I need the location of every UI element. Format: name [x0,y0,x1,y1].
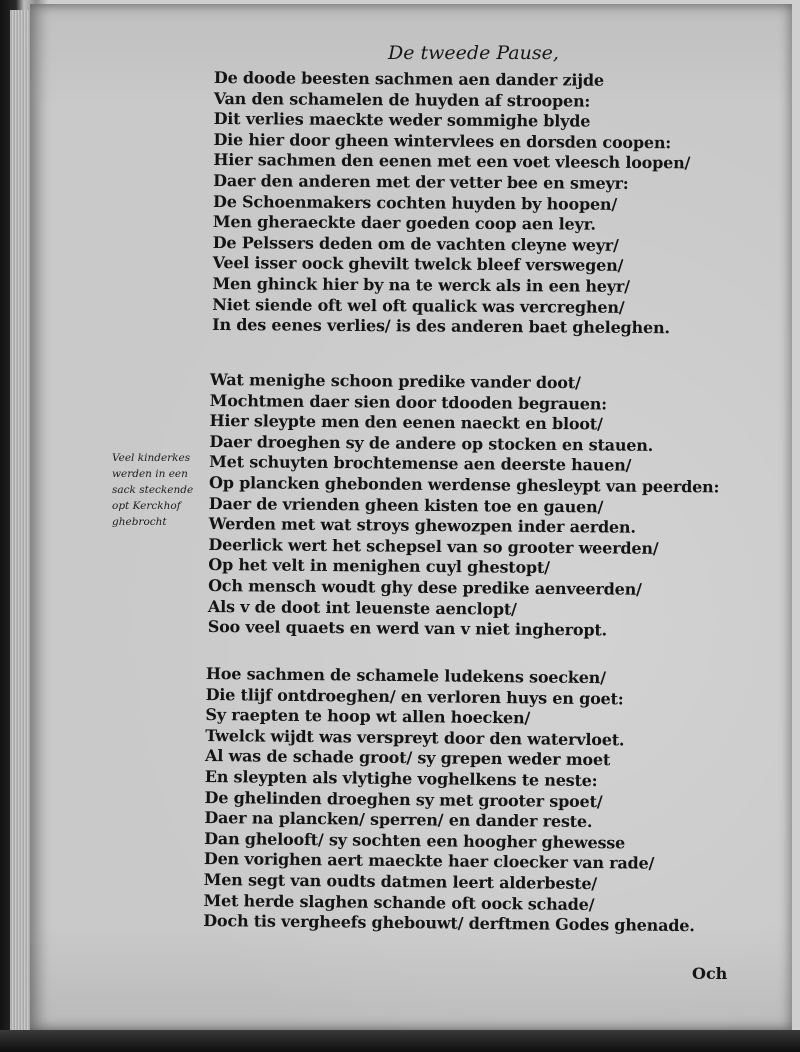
verse-line: De Pelssers deden om de vachten cleyne weyr/ [212,232,619,255]
verse-line: Wat menighe schoon predike vander doot/ [209,370,581,393]
marginal-note-line: opt Kerckhof [112,500,181,512]
verse-line: Van den schamelen de huyden af stroopen: [213,88,591,111]
verse-line: Al was de schade groot/ sy grepen weder moet [204,746,611,770]
marginal-note-line: werden in een [112,468,188,480]
verse-line: Dit verlies maeckte weder sommighe blyde [213,109,591,131]
marginal-note-line: Veel kinderkes [112,452,191,464]
verse-line: Hoe sachmen de schamele ludekens soecken/ [205,664,606,688]
verse-line: De Schoenmakers cochten huyden by hoopen/ [213,191,618,214]
marginal-note-line: ghebrocht [112,516,167,528]
verse-line: Och mensch woudt ghy dese predike aenveerden/ [208,575,642,599]
verse-line: Daer na plancken/ sperren/ en dander reste. [204,808,593,832]
verse-line: Die hier door gheen wintervlees en dorsden coopen: [213,129,672,152]
verse-line: Op plancken ghebonden werdense ghesleypt van peerden: [208,472,720,497]
verse-line: Daer den anderen met der vetter bee en smeyr: [213,170,629,193]
verse-line: Sy raepten te hoop wt allen hoecken/ [205,705,531,728]
verse-line: Niet siende oft wel oft qualick was vercreghen/ [212,294,625,317]
verse-line: Daer droeghen sy de andere op stocken en stauen. [209,431,654,455]
stanza-3 [203,664,697,937]
verse-line: Werden met wat stroys ghewozpen inder aerden. [208,514,636,537]
verse-line: Soo veel quaets en werd van v niet ingheropt. [207,617,608,640]
verse-line: Als v de doot int leuenste aenclopt/ [207,596,517,619]
verse-line: Op het velt in menighen cuyl ghestopt/ [208,555,550,578]
verse-line: Veel isser oock ghevilt twelck bleef verswegen/ [212,253,624,276]
verse-line: Doch tis vergheefs ghebouwt/ derftmen Godes ghenade. [203,911,695,936]
verse-line: Daer de vrienden gheen kisten toe en gauen/ [208,493,604,516]
verse-line: Men segt van oudts datmen leert alderbeste/ [203,869,598,894]
running-head: De tweede Pause, [388,42,559,64]
catchword: Och [692,964,728,983]
stanza-1 [212,68,691,339]
marginal-note-line: sack steckende [112,484,194,496]
verse-line: Twelck wijdt was verspreyt door den watervloet. [205,725,625,750]
stanza-2 [208,370,721,642]
verse-line: Mochtmen daer sien door tdooden begrauen: [209,390,608,414]
verse-line: Hier sleypte men den eenen naeckt en bloot/ [209,411,603,434]
verse-line: Met herde slaghen schande oft oock schade/ [203,890,595,914]
verse-line: Dan ghelooft/ sy sochten een hoogher ghewesse [204,828,626,853]
verse-line: Hier sachmen den eenen met een voet vleesch loopen/ [213,150,691,173]
table-shadow [0,1030,800,1052]
verse-line: In des eenes verlies/ is des anderen baet gheleghen. [212,315,670,338]
verse-line: Die tlijf ontdroeghen/ en verloren huys en goet: [205,684,624,708]
verse-line: De doode beesten sachmen aen dander zijde [213,68,604,90]
verse-line: Men gheraeckte daer goeden coop aen leyr. [212,212,596,234]
verse-line: Den vorighen aert maeckte haer cloecker van rade/ [203,849,655,874]
verse-line: Deerlick wert het schepsel van so grooter weerden/ [208,534,659,558]
verse-line: Met schuyten brochtemense aen deerste hauen/ [209,452,632,476]
verse-line: Men ghinck hier by na te werck als in een heyr/ [212,273,630,296]
verse-line: De ghelinden droeghen sy met grooter spoet/ [204,787,603,811]
verse-line: En sleypten als vlytighe voghelkens te neste: [204,766,598,791]
marginal-note [112,450,193,530]
